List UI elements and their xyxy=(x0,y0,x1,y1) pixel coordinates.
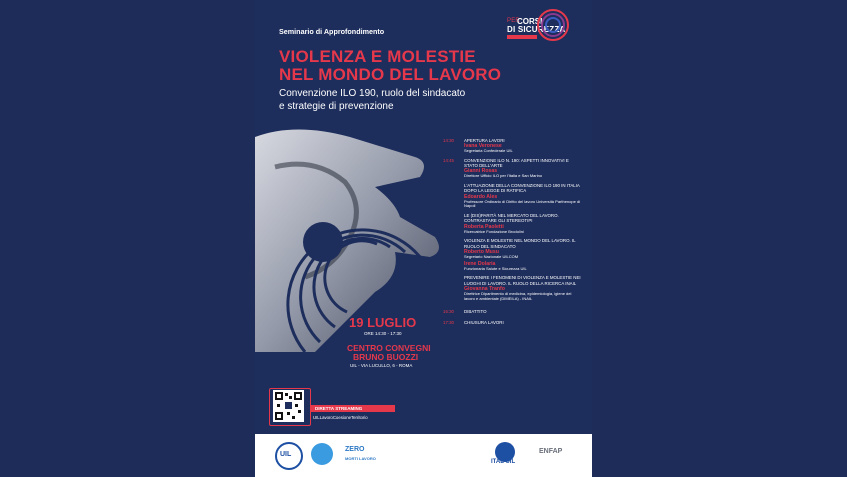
uil-logo-text: UIL xyxy=(280,451,292,458)
seminar-label: Seminario di Approfondimento xyxy=(279,27,385,36)
subtitle-line-1: Convenzione ILO 190, ruolo del sindacato xyxy=(279,88,466,99)
speaker-name: Roberto Musu xyxy=(464,248,499,255)
program-body xyxy=(464,309,583,314)
speaker-role: Direttrice Dipartimento di medicina, epidemiologia, igiene del lavoro e ambientale (DIMEILA) - INAIL xyxy=(464,290,572,301)
speaker-name: Giovanna Tranfo xyxy=(464,285,505,292)
program-heading: DIBATTITO xyxy=(464,309,487,315)
program-body xyxy=(464,261,583,272)
logo-corsi: CORSI xyxy=(517,17,543,26)
program-body xyxy=(464,138,583,154)
venue-line-1: CENTRO CONVEGNI xyxy=(347,343,431,353)
program-body xyxy=(464,238,583,259)
ital-uil-logo-text: ITAL UIL xyxy=(491,459,516,465)
title-line-1: VIOLENZA E MOLESTIE xyxy=(279,47,476,66)
enfap-logo-text: ENFAP xyxy=(539,448,563,455)
program-list xyxy=(443,138,583,325)
logo-tag xyxy=(507,35,537,39)
program-heading: VIOLENZA E MOLESTIE NEL MONDO DEL LAVORO. IL RUOLO DEL SINDACATO xyxy=(464,238,576,249)
speaker-role: Direttore Ufficio ILO per l'Italia e San Marino xyxy=(464,173,543,179)
program-time: 16:30 xyxy=(443,309,454,315)
program-item xyxy=(443,275,583,301)
percorsi-sicurezza-logo xyxy=(503,6,577,42)
program-heading: LE (DIS)PARITÀ NEL MERCATO DEL LAVORO. CONTRASTARE GLI STEREOTIPI xyxy=(464,213,559,224)
speaker-role: Funzionaria Salute e Sicurezza UIL xyxy=(464,265,527,271)
subtitle-line-2: e strategie di prevenzione xyxy=(279,101,394,112)
program-heading: PREVENIRE I FENOMENI DI VIOLENZA E MOLESTIE NEI LUOGHI DI LAVORO. IL RUOLO DELLA RICERCA INAIL xyxy=(464,275,581,286)
program-time: 14:30 xyxy=(443,138,454,143)
zero-logo-text: ZERO xyxy=(345,446,365,453)
partner-logos-bar xyxy=(255,434,592,477)
program-item xyxy=(443,138,583,154)
program-item xyxy=(443,261,583,272)
venue-address: UIL - VIA LUCULLO, 6 - ROMA xyxy=(350,363,413,368)
speaker-role: Segretario Nazionale UILCOM xyxy=(464,253,519,259)
program-heading: CONVENZIONE ILO N. 190: ASPETTI INNOVATIVI E STATO DELL'ARTE xyxy=(464,158,569,169)
speaker-role: Professore Ordinario di Diritto del lavoro Università Parthenope di Napoli xyxy=(464,198,581,209)
program-body xyxy=(464,158,583,179)
streaming-link[interactable]: UILLavoroCoesioneTerritorio xyxy=(313,415,368,420)
speaker-name: Irene Dolaria xyxy=(464,260,496,267)
event-date: 19 LUGLIO xyxy=(349,315,417,330)
program-heading: APERTURA LAVORI xyxy=(464,138,505,143)
program-body xyxy=(464,183,583,209)
speaker-name: Gianni Rosas xyxy=(464,168,498,175)
program-body xyxy=(464,320,583,325)
program-item xyxy=(443,213,583,234)
blue-circle-logo-icon xyxy=(311,443,333,465)
speaker-role: Segretaria Confederale UIL xyxy=(464,148,513,154)
venue-line-2: BRUNO BUOZZI xyxy=(353,352,419,362)
logo-sicurezza: DI SICUREZZA xyxy=(507,25,566,34)
speaker-name: Ivana Veronese xyxy=(464,143,502,150)
program-item xyxy=(443,158,583,179)
concentric-circles-icon xyxy=(535,8,571,42)
speaker-name: Roberta Paoletti xyxy=(464,223,504,230)
event-poster xyxy=(255,0,592,477)
event-time: ORE 14:30 - 17:30 xyxy=(364,331,402,336)
program-item xyxy=(443,320,583,325)
speaker-name: Edoardo Ales xyxy=(464,193,498,200)
program-item xyxy=(443,238,583,259)
program-time: 17:30 xyxy=(443,319,454,325)
title-line-2: NEL MONDO DEL LAVORO xyxy=(279,65,502,84)
zero-logo-subtext: MORTI LAVORO xyxy=(345,456,376,461)
program-heading: L'ATTUAZIONE DELLA CONVENZIONE ILO 190 IN ITALIA DOPO LA LEGGE DI RATIFICA xyxy=(464,183,580,194)
program-body xyxy=(464,275,583,301)
logo-per: PER xyxy=(507,18,520,24)
program-item xyxy=(443,183,583,209)
program-body xyxy=(464,213,583,234)
program-time: 14:45 xyxy=(443,158,454,163)
qr-code-icon[interactable] xyxy=(273,390,304,422)
speaker-role: Ricercatrice Fondazione Brodolini xyxy=(464,228,524,234)
program-heading: CHIUSURA LAVORI xyxy=(464,319,504,325)
program-item xyxy=(443,309,583,314)
streaming-label: DIRETTA STREAMING xyxy=(315,406,363,411)
